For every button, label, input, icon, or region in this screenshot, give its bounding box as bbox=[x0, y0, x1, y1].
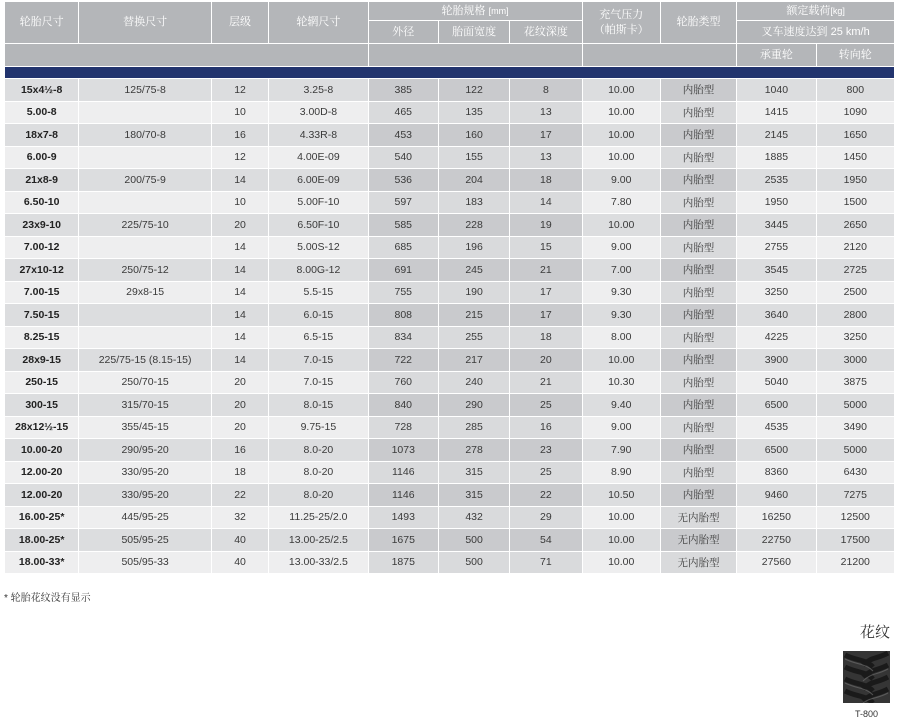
cell-size: 23x9-10 bbox=[5, 214, 78, 236]
cell-width: 245 bbox=[439, 259, 509, 281]
cell-depth: 15 bbox=[510, 237, 581, 259]
cell-replace bbox=[79, 102, 211, 124]
cell-type: 内胎型 bbox=[661, 417, 736, 439]
cell-rim: 9.75-15 bbox=[269, 417, 367, 439]
table-row bbox=[5, 484, 894, 506]
cell-depth: 23 bbox=[510, 439, 581, 461]
table-header bbox=[5, 2, 894, 78]
cell-ply: 14 bbox=[212, 349, 268, 371]
cell-width: 432 bbox=[439, 507, 509, 529]
cell-load: 3545 bbox=[737, 259, 815, 281]
cell-steer: 2650 bbox=[817, 214, 894, 236]
cell-rim: 6.00E-09 bbox=[269, 169, 367, 191]
cell-depth: 17 bbox=[510, 304, 581, 326]
cell-depth: 17 bbox=[510, 282, 581, 304]
table-row bbox=[5, 552, 894, 574]
cell-rim: 5.00F-10 bbox=[269, 192, 367, 214]
cell-steer: 800 bbox=[817, 79, 894, 101]
cell-pressure: 10.00 bbox=[583, 147, 660, 169]
cell-ply: 14 bbox=[212, 282, 268, 304]
cell-type: 内胎型 bbox=[661, 439, 736, 461]
cell-od: 597 bbox=[369, 192, 438, 214]
cell-od: 840 bbox=[369, 394, 438, 416]
cell-pressure: 9.00 bbox=[583, 169, 660, 191]
cell-rim: 7.0-15 bbox=[269, 349, 367, 371]
cell-rim: 6.0-15 bbox=[269, 304, 367, 326]
cell-type: 内胎型 bbox=[661, 169, 736, 191]
cell-od: 834 bbox=[369, 327, 438, 349]
cell-load: 1885 bbox=[737, 147, 815, 169]
cell-rim: 4.00E-09 bbox=[269, 147, 367, 169]
cell-od: 385 bbox=[369, 79, 438, 101]
cell-width: 122 bbox=[439, 79, 509, 101]
cell-replace: 225/75-15 (8.15-15) bbox=[79, 349, 211, 371]
header-spacer-spec bbox=[369, 44, 582, 66]
cell-pressure: 7.80 bbox=[583, 192, 660, 214]
cell-replace: 250/75-12 bbox=[79, 259, 211, 281]
cell-type: 内胎型 bbox=[661, 282, 736, 304]
cell-ply: 22 bbox=[212, 484, 268, 506]
cell-steer: 1650 bbox=[817, 124, 894, 146]
col-header-depth: 花纹深度 bbox=[510, 21, 581, 43]
cell-pressure: 10.50 bbox=[583, 484, 660, 506]
cell-load: 8360 bbox=[737, 462, 815, 484]
header-spacer-mid bbox=[583, 44, 737, 66]
col-header-load-steer: 转向轮 bbox=[817, 44, 894, 66]
cell-type: 内胎型 bbox=[661, 349, 736, 371]
cell-depth: 20 bbox=[510, 349, 581, 371]
cell-replace bbox=[79, 147, 211, 169]
col-header-load-condition: 叉车速度达到 25 km/h bbox=[737, 21, 894, 43]
cell-replace: 315/70-15 bbox=[79, 394, 211, 416]
cell-rim: 3.25-8 bbox=[269, 79, 367, 101]
cell-depth: 13 bbox=[510, 147, 581, 169]
cell-rim: 11.25-25/2.0 bbox=[269, 507, 367, 529]
cell-depth: 8 bbox=[510, 79, 581, 101]
col-header-pressure bbox=[583, 2, 660, 43]
cell-steer: 2725 bbox=[817, 259, 894, 281]
table-row bbox=[5, 507, 894, 529]
cell-size: 18.00-25* bbox=[5, 529, 78, 551]
cell-od: 685 bbox=[369, 237, 438, 259]
table-row bbox=[5, 349, 894, 371]
cell-type: 无内胎型 bbox=[661, 507, 736, 529]
cell-width: 155 bbox=[439, 147, 509, 169]
cell-od: 760 bbox=[369, 372, 438, 394]
cell-load: 4225 bbox=[737, 327, 815, 349]
col-header-od: 外径 bbox=[369, 21, 438, 43]
cell-od: 1875 bbox=[369, 552, 438, 574]
table-body bbox=[5, 79, 894, 573]
cell-type: 内胎型 bbox=[661, 462, 736, 484]
cell-load: 1040 bbox=[737, 79, 815, 101]
cell-width: 228 bbox=[439, 214, 509, 236]
cell-ply: 16 bbox=[212, 439, 268, 461]
col-header-rim: 轮辋尺寸 bbox=[269, 2, 367, 43]
cell-type: 内胎型 bbox=[661, 214, 736, 236]
header-band bbox=[5, 67, 894, 78]
cell-steer: 1450 bbox=[817, 147, 894, 169]
cell-size: 18.00-33* bbox=[5, 552, 78, 574]
cell-depth: 21 bbox=[510, 372, 581, 394]
load-group-label: 额定载荷 bbox=[786, 4, 831, 17]
cell-steer: 3875 bbox=[817, 372, 894, 394]
cell-type: 无内胎型 bbox=[661, 552, 736, 574]
cell-depth: 17 bbox=[510, 124, 581, 146]
cell-pressure: 10.00 bbox=[583, 552, 660, 574]
table-row bbox=[5, 282, 894, 304]
cell-load: 3250 bbox=[737, 282, 815, 304]
cell-width: 215 bbox=[439, 304, 509, 326]
cell-size: 12.00-20 bbox=[5, 484, 78, 506]
cell-od: 1493 bbox=[369, 507, 438, 529]
cell-type: 内胎型 bbox=[661, 372, 736, 394]
cell-od: 728 bbox=[369, 417, 438, 439]
cell-ply: 12 bbox=[212, 147, 268, 169]
cell-replace: 445/95-25 bbox=[79, 507, 211, 529]
cell-load: 1415 bbox=[737, 102, 815, 124]
cell-pressure: 10.00 bbox=[583, 529, 660, 551]
cell-od: 755 bbox=[369, 282, 438, 304]
cell-pressure: 7.90 bbox=[583, 439, 660, 461]
cell-size: 6.50-10 bbox=[5, 192, 78, 214]
cell-rim: 8.0-20 bbox=[269, 462, 367, 484]
cell-size: 28x9-15 bbox=[5, 349, 78, 371]
cell-rim: 6.50F-10 bbox=[269, 214, 367, 236]
tread-pattern-image bbox=[843, 651, 890, 703]
cell-size: 10.00-20 bbox=[5, 439, 78, 461]
table-row bbox=[5, 304, 894, 326]
cell-type: 内胎型 bbox=[661, 147, 736, 169]
cell-replace: 505/95-33 bbox=[79, 552, 211, 574]
cell-pressure: 10.30 bbox=[583, 372, 660, 394]
cell-width: 315 bbox=[439, 462, 509, 484]
cell-replace bbox=[79, 327, 211, 349]
cell-rim: 3.00D-8 bbox=[269, 102, 367, 124]
cell-pressure: 8.00 bbox=[583, 327, 660, 349]
cell-ply: 20 bbox=[212, 394, 268, 416]
cell-steer: 7275 bbox=[817, 484, 894, 506]
cell-rim: 8.0-20 bbox=[269, 439, 367, 461]
cell-width: 315 bbox=[439, 484, 509, 506]
cell-load: 2755 bbox=[737, 237, 815, 259]
spec-group-unit: [mm] bbox=[488, 5, 509, 16]
cell-width: 240 bbox=[439, 372, 509, 394]
table-row bbox=[5, 327, 894, 349]
cell-depth: 54 bbox=[510, 529, 581, 551]
pressure-unit: （帕斯卡） bbox=[593, 23, 649, 36]
cell-steer: 2120 bbox=[817, 237, 894, 259]
pressure-label: 充气压力 bbox=[599, 9, 644, 22]
cell-type: 内胎型 bbox=[661, 79, 736, 101]
cell-steer: 21200 bbox=[817, 552, 894, 574]
cell-load: 27560 bbox=[737, 552, 815, 574]
cell-load: 3445 bbox=[737, 214, 815, 236]
col-header-type: 轮胎类型 bbox=[661, 2, 736, 43]
cell-steer: 1090 bbox=[817, 102, 894, 124]
cell-ply: 10 bbox=[212, 102, 268, 124]
cell-width: 196 bbox=[439, 237, 509, 259]
cell-pressure: 9.30 bbox=[583, 282, 660, 304]
cell-load: 4535 bbox=[737, 417, 815, 439]
cell-od: 536 bbox=[369, 169, 438, 191]
cell-replace: 225/75-10 bbox=[79, 214, 211, 236]
cell-size: 28x12½-15 bbox=[5, 417, 78, 439]
tire-spec-table bbox=[4, 1, 895, 574]
cell-rim: 13.00-33/2.5 bbox=[269, 552, 367, 574]
table-row bbox=[5, 462, 894, 484]
cell-ply: 18 bbox=[212, 462, 268, 484]
cell-size: 18x7-8 bbox=[5, 124, 78, 146]
cell-ply: 12 bbox=[212, 79, 268, 101]
cell-od: 1146 bbox=[369, 484, 438, 506]
cell-load: 22750 bbox=[737, 529, 815, 551]
cell-steer: 2800 bbox=[817, 304, 894, 326]
cell-size: 300-15 bbox=[5, 394, 78, 416]
cell-ply: 14 bbox=[212, 169, 268, 191]
cell-depth: 18 bbox=[510, 169, 581, 191]
cell-type: 内胎型 bbox=[661, 394, 736, 416]
cell-width: 204 bbox=[439, 169, 509, 191]
cell-od: 722 bbox=[369, 349, 438, 371]
cell-depth: 19 bbox=[510, 214, 581, 236]
cell-size: 21x8-9 bbox=[5, 169, 78, 191]
cell-type: 内胎型 bbox=[661, 102, 736, 124]
cell-pressure: 10.00 bbox=[583, 124, 660, 146]
col-group-load bbox=[737, 2, 894, 20]
cell-replace: 180/70-8 bbox=[79, 124, 211, 146]
col-header-ply: 层级 bbox=[212, 2, 268, 43]
footnote: * 轮胎花纹没有显示 bbox=[4, 593, 91, 604]
cell-load: 5040 bbox=[737, 372, 815, 394]
cell-steer: 3490 bbox=[817, 417, 894, 439]
table-row bbox=[5, 102, 894, 124]
cell-steer: 5000 bbox=[817, 439, 894, 461]
cell-pressure: 9.30 bbox=[583, 304, 660, 326]
cell-od: 808 bbox=[369, 304, 438, 326]
col-header-replace: 替换尺寸 bbox=[79, 2, 211, 43]
cell-od: 1675 bbox=[369, 529, 438, 551]
cell-type: 内胎型 bbox=[661, 327, 736, 349]
cell-depth: 71 bbox=[510, 552, 581, 574]
cell-depth: 14 bbox=[510, 192, 581, 214]
col-group-spec bbox=[369, 2, 582, 20]
cell-type: 内胎型 bbox=[661, 304, 736, 326]
table-row bbox=[5, 439, 894, 461]
col-header-load-drive: 承重轮 bbox=[737, 44, 815, 66]
cell-ply: 16 bbox=[212, 124, 268, 146]
cell-od: 453 bbox=[369, 124, 438, 146]
cell-size: 6.00-9 bbox=[5, 147, 78, 169]
cell-rim: 4.33R-8 bbox=[269, 124, 367, 146]
cell-rim: 8.0-15 bbox=[269, 394, 367, 416]
cell-type: 内胎型 bbox=[661, 484, 736, 506]
pattern-code: T-800 bbox=[854, 709, 878, 719]
cell-depth: 22 bbox=[510, 484, 581, 506]
pattern-title: 花纹 bbox=[859, 624, 890, 641]
cell-ply: 40 bbox=[212, 529, 268, 551]
cell-pressure: 9.40 bbox=[583, 394, 660, 416]
cell-ply: 20 bbox=[212, 417, 268, 439]
cell-rim: 5.5-15 bbox=[269, 282, 367, 304]
cell-replace bbox=[79, 237, 211, 259]
cell-size: 16.00-25* bbox=[5, 507, 78, 529]
cell-replace: 250/70-15 bbox=[79, 372, 211, 394]
cell-width: 290 bbox=[439, 394, 509, 416]
cell-size: 5.00-8 bbox=[5, 102, 78, 124]
cell-ply: 14 bbox=[212, 304, 268, 326]
cell-replace bbox=[79, 304, 211, 326]
cell-depth: 25 bbox=[510, 394, 581, 416]
table-row bbox=[5, 372, 894, 394]
cell-ply: 20 bbox=[212, 372, 268, 394]
cell-od: 1146 bbox=[369, 462, 438, 484]
cell-load: 3640 bbox=[737, 304, 815, 326]
cell-ply: 14 bbox=[212, 259, 268, 281]
cell-pressure: 7.00 bbox=[583, 259, 660, 281]
cell-load: 1950 bbox=[737, 192, 815, 214]
cell-type: 内胎型 bbox=[661, 124, 736, 146]
cell-type: 内胎型 bbox=[661, 237, 736, 259]
cell-size: 15x4½-8 bbox=[5, 79, 78, 101]
cell-depth: 25 bbox=[510, 462, 581, 484]
cell-type: 内胎型 bbox=[661, 192, 736, 214]
cell-width: 285 bbox=[439, 417, 509, 439]
cell-depth: 18 bbox=[510, 327, 581, 349]
cell-replace: 290/95-20 bbox=[79, 439, 211, 461]
table-row bbox=[5, 192, 894, 214]
cell-pressure: 8.90 bbox=[583, 462, 660, 484]
cell-type: 无内胎型 bbox=[661, 529, 736, 551]
cell-size: 7.00-12 bbox=[5, 237, 78, 259]
cell-steer: 5000 bbox=[817, 394, 894, 416]
cell-replace: 355/45-15 bbox=[79, 417, 211, 439]
cell-size: 27x10-12 bbox=[5, 259, 78, 281]
cell-steer: 1500 bbox=[817, 192, 894, 214]
cell-rim: 5.00S-12 bbox=[269, 237, 367, 259]
cell-width: 135 bbox=[439, 102, 509, 124]
cell-pressure: 10.00 bbox=[583, 79, 660, 101]
cell-pressure: 10.00 bbox=[583, 102, 660, 124]
cell-replace: 330/95-20 bbox=[79, 462, 211, 484]
cell-steer: 17500 bbox=[817, 529, 894, 551]
cell-width: 217 bbox=[439, 349, 509, 371]
cell-replace: 125/75-8 bbox=[79, 79, 211, 101]
cell-type: 内胎型 bbox=[661, 259, 736, 281]
cell-depth: 13 bbox=[510, 102, 581, 124]
cell-size: 250-15 bbox=[5, 372, 78, 394]
cell-pressure: 9.00 bbox=[583, 417, 660, 439]
col-header-width: 胎面宽度 bbox=[439, 21, 509, 43]
table-row bbox=[5, 169, 894, 191]
table-row bbox=[5, 79, 894, 101]
table-row bbox=[5, 417, 894, 439]
cell-pressure: 10.00 bbox=[583, 507, 660, 529]
cell-rim: 7.0-15 bbox=[269, 372, 367, 394]
cell-steer: 3000 bbox=[817, 349, 894, 371]
cell-rim: 6.5-15 bbox=[269, 327, 367, 349]
cell-load: 2535 bbox=[737, 169, 815, 191]
cell-rim: 8.0-20 bbox=[269, 484, 367, 506]
cell-width: 160 bbox=[439, 124, 509, 146]
cell-load: 16250 bbox=[737, 507, 815, 529]
cell-load: 3900 bbox=[737, 349, 815, 371]
cell-replace: 505/95-25 bbox=[79, 529, 211, 551]
cell-depth: 16 bbox=[510, 417, 581, 439]
cell-od: 465 bbox=[369, 102, 438, 124]
table-row bbox=[5, 394, 894, 416]
cell-width: 190 bbox=[439, 282, 509, 304]
table-row bbox=[5, 214, 894, 236]
table-row bbox=[5, 259, 894, 281]
col-header-size: 轮胎尺寸 bbox=[5, 2, 78, 43]
cell-steer: 6430 bbox=[817, 462, 894, 484]
cell-load: 2145 bbox=[737, 124, 815, 146]
cell-size: 7.00-15 bbox=[5, 282, 78, 304]
load-group-unit: [kg] bbox=[830, 5, 845, 16]
table-row bbox=[5, 147, 894, 169]
cell-steer: 2500 bbox=[817, 282, 894, 304]
cell-size: 7.50-15 bbox=[5, 304, 78, 326]
cell-size: 8.25-15 bbox=[5, 327, 78, 349]
cell-width: 255 bbox=[439, 327, 509, 349]
cell-ply: 20 bbox=[212, 214, 268, 236]
cell-replace bbox=[79, 192, 211, 214]
cell-width: 500 bbox=[439, 552, 509, 574]
spec-group-label: 轮胎规格 bbox=[441, 4, 486, 17]
cell-depth: 21 bbox=[510, 259, 581, 281]
cell-replace: 29x8-15 bbox=[79, 282, 211, 304]
cell-od: 540 bbox=[369, 147, 438, 169]
cell-rim: 13.00-25/2.5 bbox=[269, 529, 367, 551]
cell-width: 278 bbox=[439, 439, 509, 461]
table-row bbox=[5, 124, 894, 146]
cell-ply: 10 bbox=[212, 192, 268, 214]
cell-pressure: 10.00 bbox=[583, 349, 660, 371]
cell-replace: 330/95-20 bbox=[79, 484, 211, 506]
cell-rim: 8.00G-12 bbox=[269, 259, 367, 281]
cell-steer: 1950 bbox=[817, 169, 894, 191]
cell-ply: 14 bbox=[212, 327, 268, 349]
cell-width: 500 bbox=[439, 529, 509, 551]
cell-ply: 14 bbox=[212, 237, 268, 259]
cell-depth: 29 bbox=[510, 507, 581, 529]
cell-load: 6500 bbox=[737, 394, 815, 416]
cell-ply: 40 bbox=[212, 552, 268, 574]
cell-od: 1073 bbox=[369, 439, 438, 461]
cell-ply: 32 bbox=[212, 507, 268, 529]
cell-width: 183 bbox=[439, 192, 509, 214]
table-row bbox=[5, 529, 894, 551]
cell-steer: 12500 bbox=[817, 507, 894, 529]
cell-size: 12.00-20 bbox=[5, 462, 78, 484]
cell-od: 585 bbox=[369, 214, 438, 236]
cell-load: 9460 bbox=[737, 484, 815, 506]
cell-pressure: 10.00 bbox=[583, 214, 660, 236]
cell-replace: 200/75-9 bbox=[79, 169, 211, 191]
cell-steer: 3250 bbox=[817, 327, 894, 349]
table-row bbox=[5, 237, 894, 259]
cell-od: 691 bbox=[369, 259, 438, 281]
header-spacer bbox=[5, 44, 368, 66]
cell-load: 6500 bbox=[737, 439, 815, 461]
cell-pressure: 9.00 bbox=[583, 237, 660, 259]
